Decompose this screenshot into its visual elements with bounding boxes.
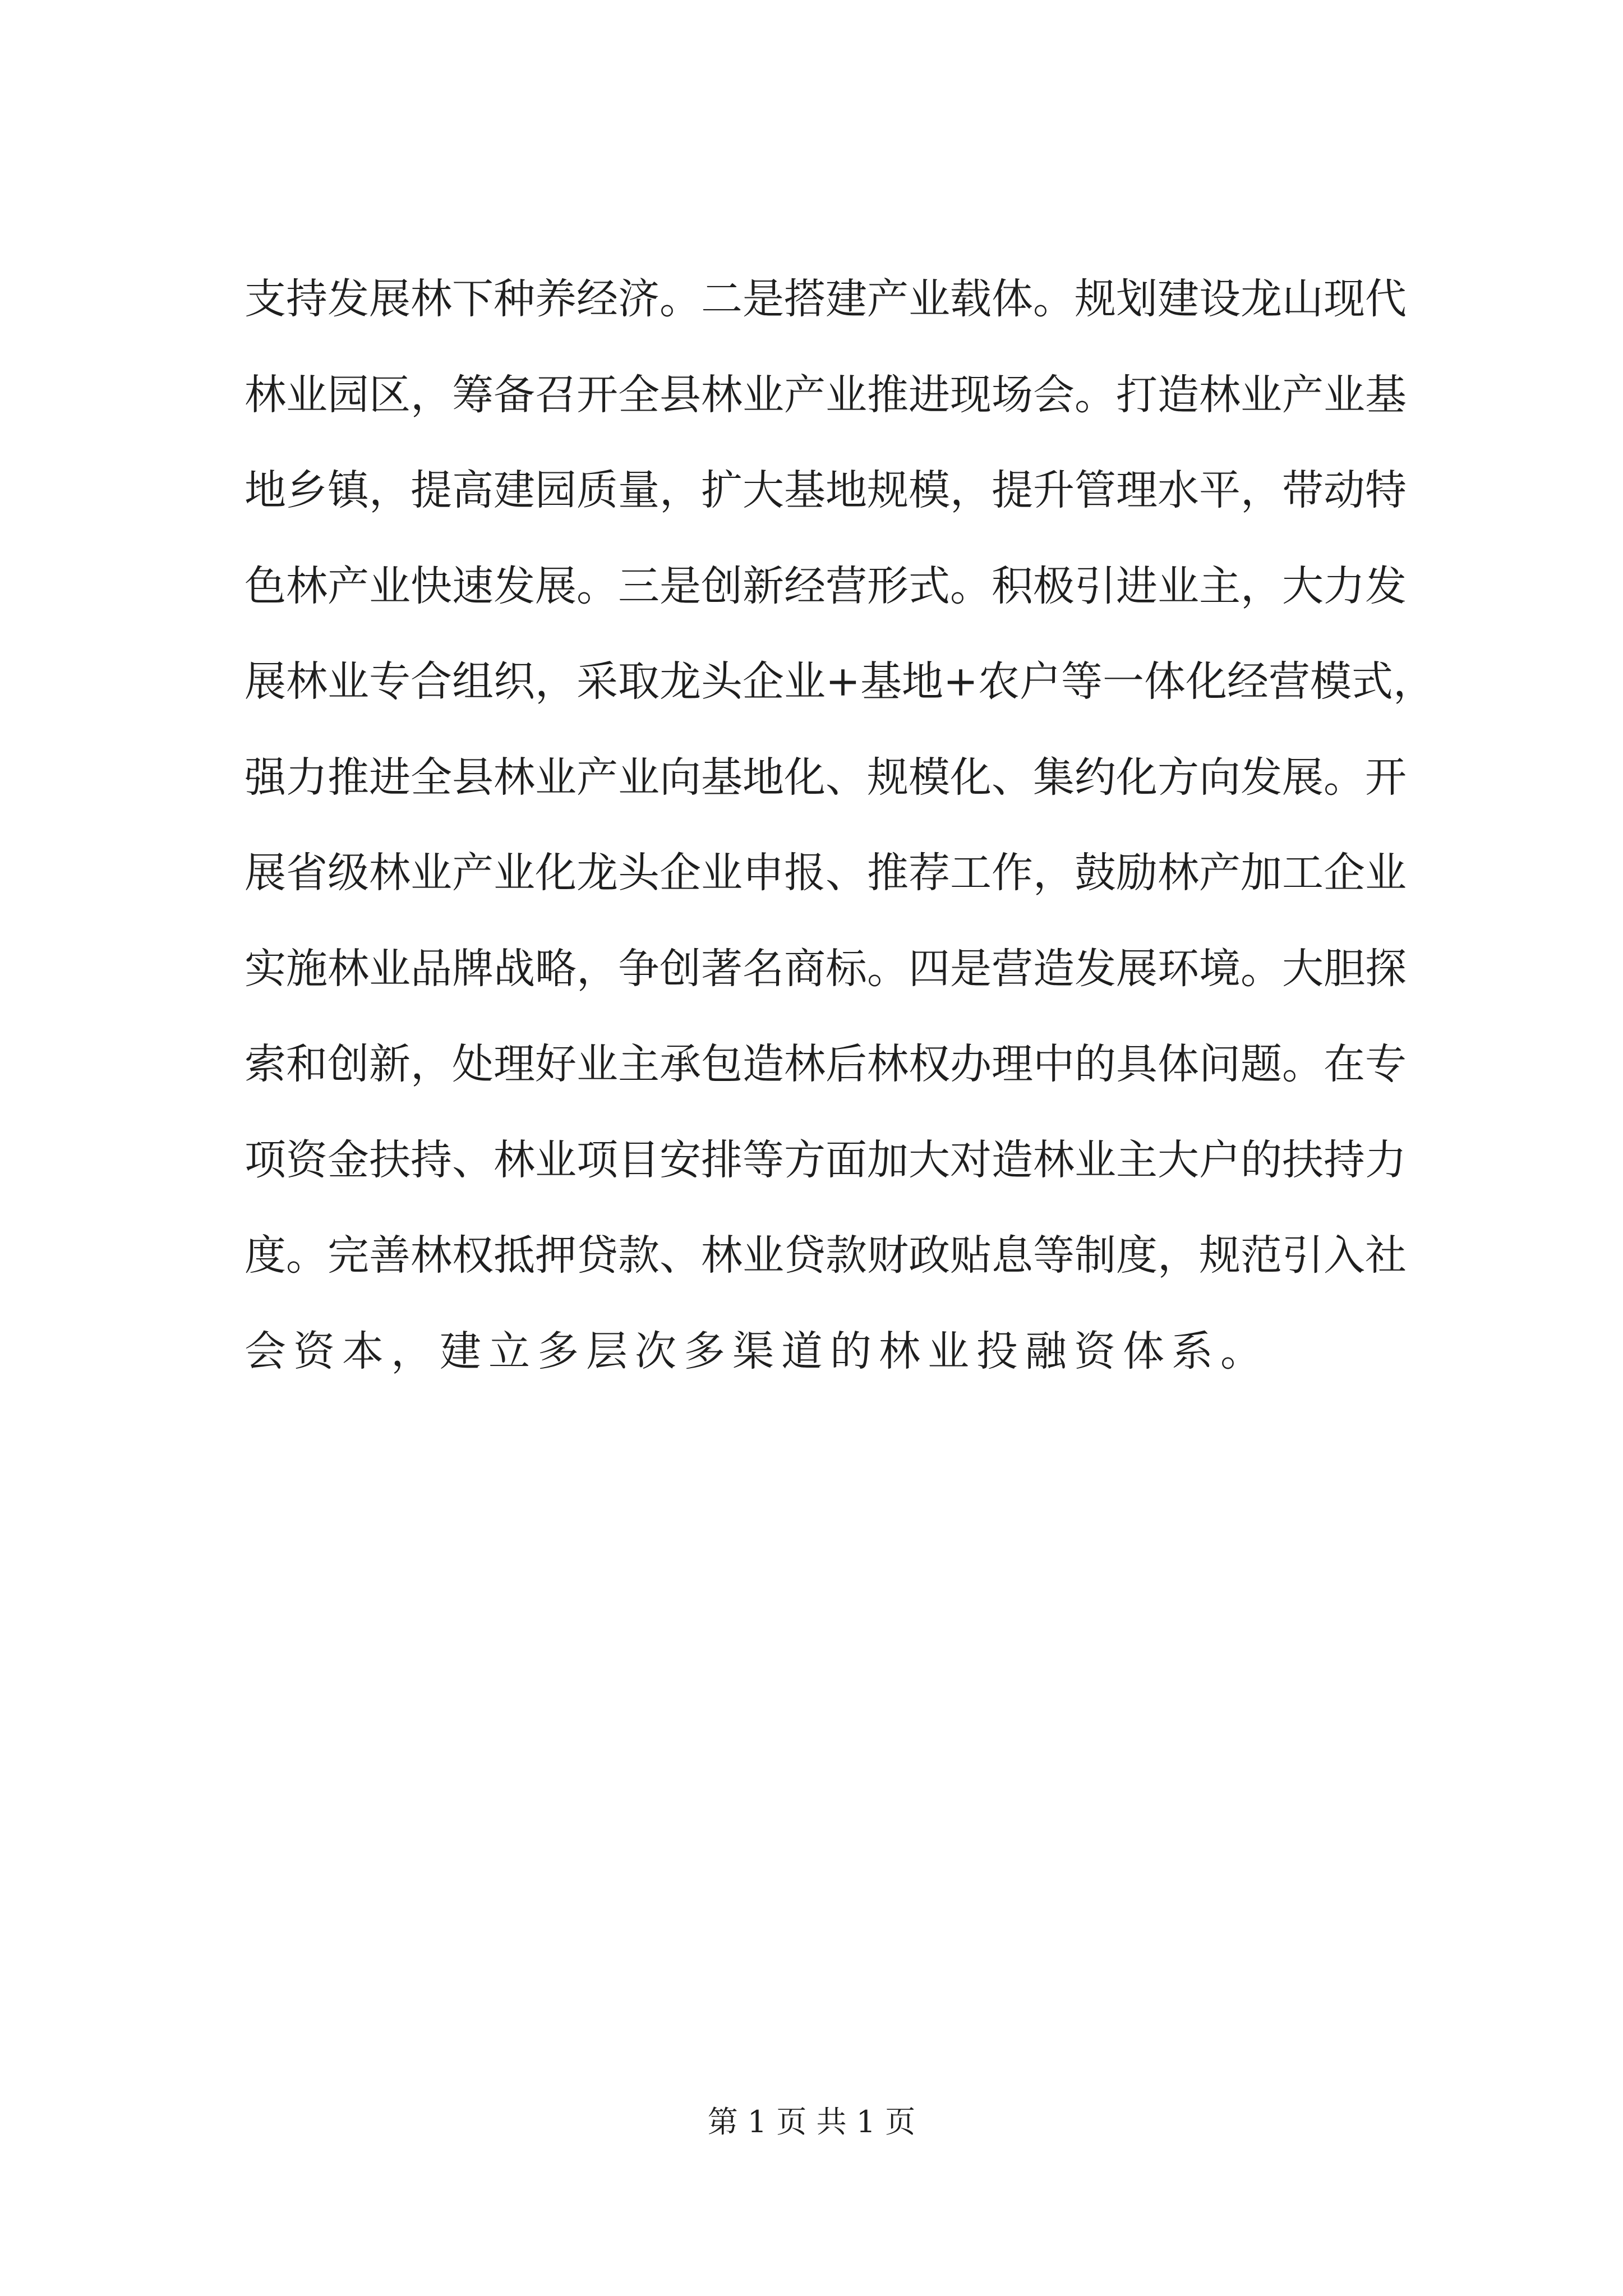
text-line: 度。完善林权抵押贷款、林业贷款财政贴息等制度，规范引入社 [245,1231,1407,1280]
text-line: 支持发展林下种养经济。二是搭建产业载体。规划建设龙山现代 [245,275,1407,323]
text-line: 展林业专合组织，采取龙头企业+基地+农户等一体化经营模式， [245,657,1435,706]
body-paragraph [245,251,1435,1399]
text-line: 会资本，建立多层次多渠道的林业投融资体系。 [245,1327,1269,1375]
text-line: 林业园区，筹备召开全县林业产业推进现场会。打造林业产业基 [245,370,1407,419]
text-line: 展省级林业产业化龙头企业申报、推荐工作，鼓励林产加工企业 [245,849,1407,897]
text-line: 地乡镇，提高建园质量，扩大基地规模，提升管理水平，带动特 [245,466,1407,514]
text-line: 色林产业快速发展。三是创新经营形式。积极引进业主，大力发 [245,562,1407,610]
text-line: 实施林业品牌战略，争创著名商标。四是营造发展环境。大胆探 [245,944,1407,993]
page-number-footer: 第 1 页 共 1 页 [707,2104,916,2139]
text-line: 强力推进全县林业产业向基地化、规模化、集约化方向发展。开 [245,753,1407,802]
text-line: 项资金扶持、林业项目安排等方面加大对造林业主大户的扶持力 [245,1135,1407,1184]
text-line: 索和创新，处理好业主承包造林后林权办理中的具体问题。在专 [245,1040,1407,1088]
